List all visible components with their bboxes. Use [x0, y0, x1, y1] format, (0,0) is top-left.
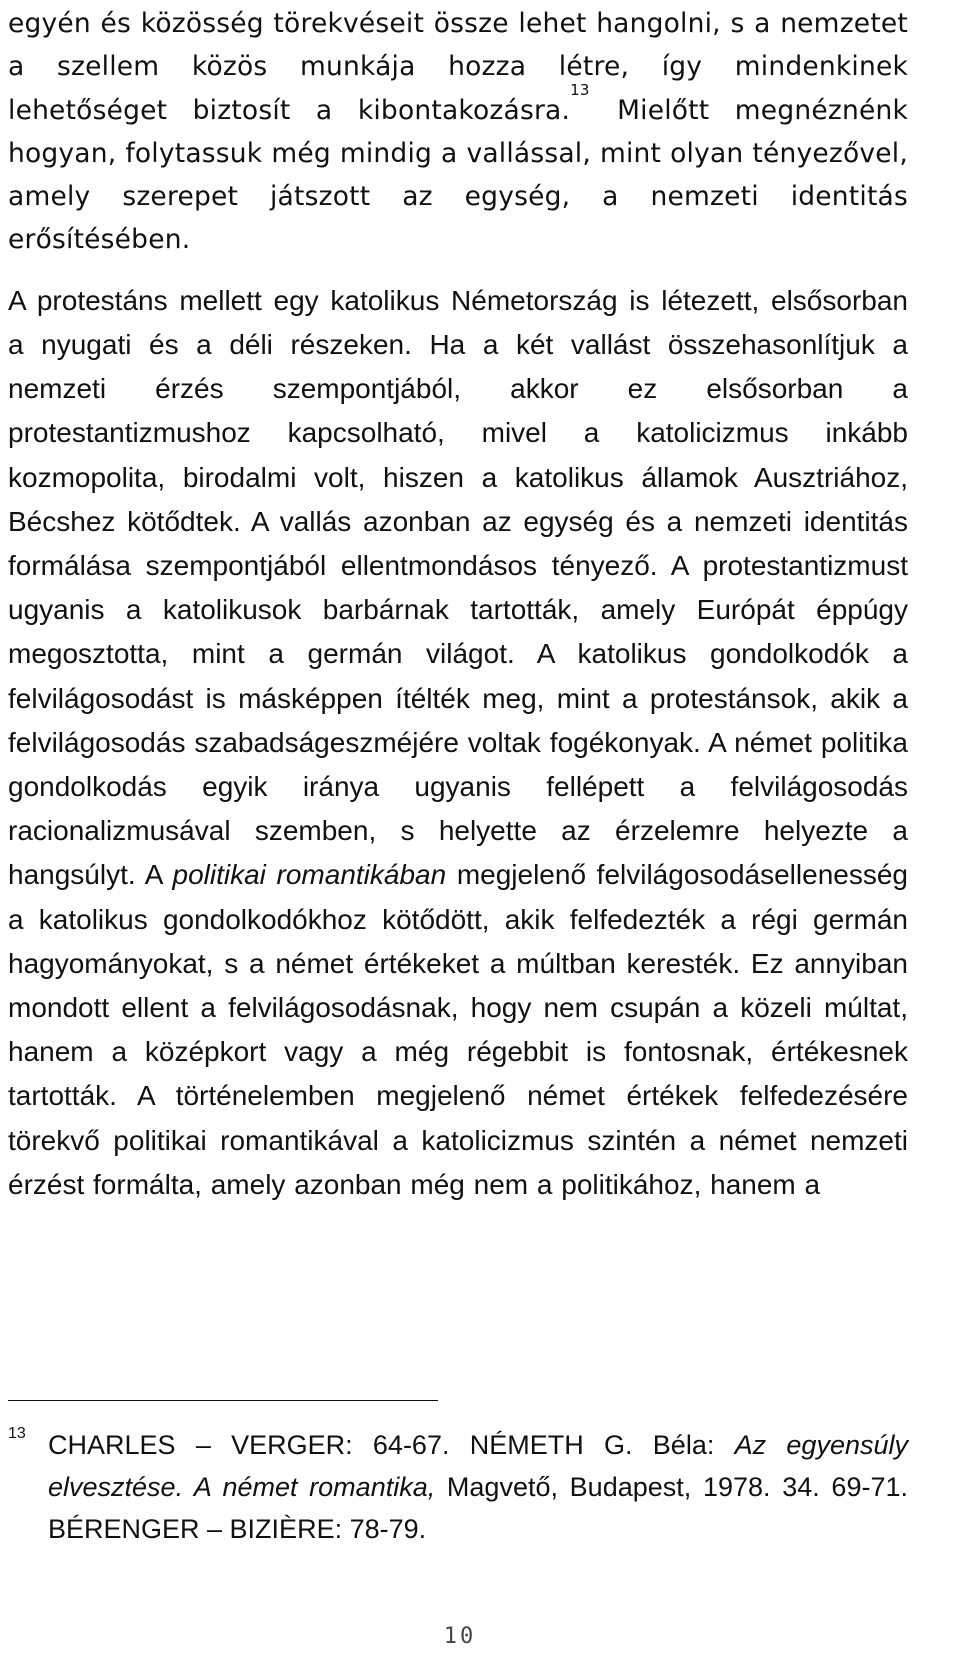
footnote-text: [48, 1424, 908, 1550]
paragraph-1-text-a: egyén és közösség törekvéseit össze lehet hangolni, s a nemzetet a szellem közös munkája hozza létre, így mindenkinek lehetőséget biztosít a kibontakozásra.: [8, 8, 908, 126]
footnote-text-b: Magvető, Budapest, 1978. 34. 69-71. BÉRENGER – BIZIÈRE: 78-79.: [48, 1472, 908, 1544]
footnote-number: 13: [8, 1425, 26, 1442]
page-number: 10: [443, 1624, 477, 1649]
footnote: [8, 1424, 908, 1550]
paragraph-1: [8, 0, 908, 262]
paragraph-2-text-b: megjelenő felvilágosodásellenesség a katolikus gondolkodókhoz kötődött, akik felfedezték a régi germán hagyományokat, s a német értékeket a múltban keresték. Ez annyiban mondott ellent a felvilágosodásnak, hogy nem csupán a közeli múltat, hanem a középkort vagy a még régebbit is fontosnak, értékesnek tartották. A történelemben megjelenő német értékek felfedezésére törekvő politikai romantikával a katolicizmus szintén a német nemzeti érzést formálta, amely azonban még nem a politikához, hanem a: [8, 859, 908, 1200]
footnote-text-a: CHARLES – VERGER: 64-67. NÉMETH G. Béla:: [48, 1430, 735, 1460]
paragraph-2-italic-term: politikai romantikában: [172, 859, 447, 891]
paragraph-2-text-a: A protestáns mellett egy katolikus Németország is létezett, elsősorban a nyugati és a déli részeken. Ha a két vallást összehasonlítjuk a nemzeti érzés szempontjából, akkor ez elsősorban a protestantizmushoz kapcsolható, mivel a katolicizmus inkább kozmopolita, birodalmi volt, hiszen a katolikus államok Ausztriához, Bécshez kötődtek. A vallás azonban az egység és a nemzeti identitás formálása szempontjából ellentmondásos tényező. A protestantizmust ugyanis a katolikusok barbárnak tartották, amely Európát éppúgy megosztotta, mint a germán világot. A katolikus gondolkodók a felvilágosodást is másképpen ítélték meg, mint a protestánsok, akik a felvilágosodás szabadságeszméjére voltak fogékonyak. A német politika gondolkodás egyik iránya ugyanis fellépett a felvilágosodás racionalizmusával szemben, s helyette az érzelemre helyezte a hangsúlyt. A: [8, 284, 908, 891]
footnote-italic-title: Az egyensúly elvesztése. A német romantika,: [48, 1430, 908, 1502]
page-body: [8, 0, 908, 1207]
paragraph-1-text-b: Mielőtt megnéznénk hogyan, folytassuk még mindig a vallással, mint olyan tényezővel, amely szerepet játszott az egység, a nemzeti identitás erősítésében.: [8, 94, 908, 256]
footnote-reference[interactable]: 13: [570, 80, 590, 99]
footnote-divider: [8, 1400, 438, 1401]
paragraph-2: [8, 279, 908, 1207]
